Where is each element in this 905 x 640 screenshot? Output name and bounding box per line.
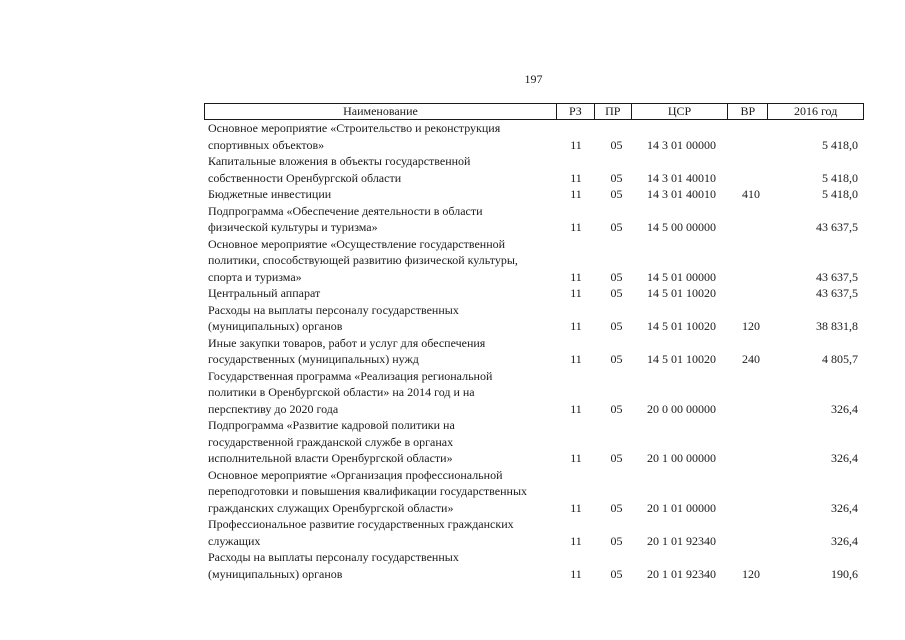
row-name: Бюджетные инвестиции: [208, 187, 332, 201]
row-name: Основное мероприятие «Осуществление государственной политики, способствующей развитию физической культуры, спорта и туризма»: [208, 236, 518, 284]
row-csr: 20 0 00 00000: [647, 401, 716, 416]
budget-table: [204, 103, 864, 582]
header-rz: РЗ: [556, 104, 594, 119]
row-csr: 20 1 00 00000: [647, 451, 716, 465]
row-csr: 14 5 01 10020: [647, 352, 716, 366]
row-pr: 05: [610, 319, 623, 333]
row-name: Основное мероприятие «Организация профессиональной переподготовки и повышения квалификации государственных гражданских служащих Оренбургской области»: [208, 467, 528, 515]
row-csr: 14 5 01 10020: [647, 319, 716, 333]
row-rz: 11: [570, 500, 582, 515]
row-amount: 190,6: [831, 566, 858, 581]
row-amount: 326,4: [831, 451, 858, 465]
row-csr: 20 1 01 92340: [647, 566, 716, 581]
row-rz: 11: [570, 137, 582, 152]
row-vr: 240: [742, 352, 760, 366]
row-amount: 4 805,7: [822, 352, 858, 366]
table-row: [204, 285, 864, 302]
row-name: Иные закупки товаров, работ и услуг для обеспечения государственных (муниципальных) нужд: [208, 335, 486, 366]
table-row: [204, 203, 864, 236]
table-row: [204, 368, 864, 418]
row-pr: 05: [610, 533, 623, 548]
table-row: [204, 153, 864, 186]
row-vr: 120: [742, 319, 760, 333]
header-pr: ПР: [594, 104, 631, 119]
row-pr: 05: [610, 566, 623, 581]
row-rz: 11: [570, 269, 582, 284]
row-amount: 5 418,0: [822, 187, 858, 201]
row-rz: 11: [570, 401, 582, 416]
row-rz: 11: [570, 566, 582, 581]
table-row: [204, 302, 864, 335]
row-pr: 05: [610, 401, 623, 416]
row-pr: 05: [610, 170, 623, 185]
row-rz: 11: [570, 352, 582, 366]
row-amount: 43 637,5: [816, 220, 858, 234]
header-vr: ВР: [727, 104, 767, 119]
header-name: Наименование: [343, 104, 418, 118]
row-csr: 14 3 01 00000: [647, 137, 716, 152]
row-name: Расходы на выплаты персоналу государственных (муниципальных) органов: [208, 550, 459, 581]
row-name: Подпрограмма «Развитие кадровой политики на государственной гражданской службе в органах исполнительной власти Оренбургской области»: [208, 418, 455, 465]
row-pr: 05: [610, 451, 623, 465]
row-csr: 14 3 01 40010: [647, 187, 716, 201]
row-name: Основное мероприятие «Строительство и реконструкция спортивных объектов»: [208, 121, 501, 152]
row-csr: 20 1 01 92340: [647, 533, 716, 548]
row-csr: 14 5 00 00000: [647, 220, 716, 234]
table-row: [204, 417, 864, 467]
row-vr: 410: [742, 187, 760, 201]
row-rz: 11: [570, 451, 582, 465]
row-rz: 11: [570, 533, 582, 548]
row-csr: 14 5 01 00000: [647, 269, 716, 284]
row-rz: 11: [570, 319, 582, 333]
table-row: [204, 335, 864, 368]
row-pr: 05: [610, 500, 623, 515]
row-amount: 43 637,5: [816, 269, 858, 284]
row-pr: 05: [610, 269, 623, 284]
table-row: [204, 120, 864, 153]
header-csr: ЦСР: [631, 104, 728, 119]
table-row: [204, 549, 864, 582]
row-name: Расходы на выплаты персоналу государственных (муниципальных) органов: [208, 302, 459, 333]
row-amount: 43 637,5: [816, 286, 858, 300]
row-name: Государственная программа «Реализация региональной политики в Оренбургской области» на 2014 год и на перспективу до 2020 года: [208, 368, 493, 416]
row-pr: 05: [610, 220, 623, 234]
row-rz: 11: [570, 170, 582, 185]
row-name: Капитальные вложения в объекты государственной собственности Оренбургской области: [208, 154, 471, 185]
page-number: 197: [524, 72, 543, 86]
row-pr: 05: [610, 137, 623, 152]
row-amount: 38 831,8: [816, 319, 858, 333]
table-row: [204, 186, 864, 203]
row-name: Центральный аппарат: [208, 286, 321, 300]
table-row: [204, 467, 864, 517]
row-rz: 11: [570, 220, 582, 234]
row-csr: 14 5 01 10020: [647, 286, 716, 300]
row-pr: 05: [610, 187, 623, 201]
row-name: Подпрограмма «Обеспечение деятельности в области физической культуры и туризма»: [208, 203, 483, 234]
row-csr: 14 3 01 40010: [647, 170, 716, 185]
row-amount: 5 418,0: [822, 137, 858, 152]
row-amount: 326,4: [831, 500, 858, 515]
header-year: 2016 год: [767, 104, 863, 119]
row-rz: 11: [570, 286, 582, 300]
table-row: [204, 236, 864, 286]
row-vr: 120: [742, 566, 760, 581]
row-amount: 5 418,0: [822, 170, 858, 185]
row-amount: 326,4: [831, 401, 858, 416]
row-amount: 326,4: [831, 533, 858, 548]
table-body: [204, 120, 864, 582]
row-pr: 05: [610, 286, 623, 300]
row-pr: 05: [610, 352, 623, 366]
table-header: [204, 103, 864, 120]
row-name: Профессиональное развитие государственных гражданских служащих: [208, 517, 514, 548]
table-row: [204, 516, 864, 549]
row-csr: 20 1 01 00000: [647, 500, 716, 515]
row-rz: 11: [570, 187, 582, 201]
